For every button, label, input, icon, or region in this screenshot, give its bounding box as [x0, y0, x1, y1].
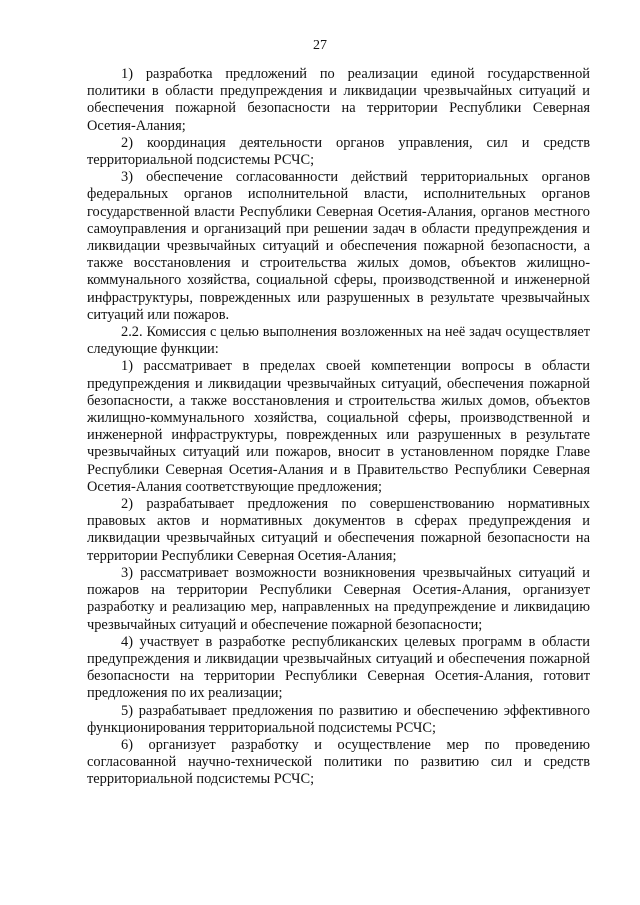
document-body: [87, 66, 590, 789]
paragraph-section-2-2: 2.2. Комиссия с целью выполнения возложенных на неё задач осуществляет следующие функции:: [87, 324, 590, 358]
paragraph-function-1: 1) рассматривает в пределах своей компетенции вопросы в области предупреждения и ликвидации чрезвычайных ситуаций, обеспечения пожарной безопасности, а также восстановления и строительства жилых домов, объектов жилищно-коммунального хозяйства, социальной сферы, производственной и инженерной инфраструктуры, поврежденных или разрушенных в результате чрезвычайных ситуаций или пожаров, вносит в установленном порядке Главе Республики Северная Осетия-Алания и в Правительство Республики Северная Осетия-Алания соответствующие предложения;: [87, 358, 590, 495]
page-number: 27: [313, 38, 327, 53]
paragraph-function-2: 2) разрабатывает предложения по совершенствованию нормативных правовых актов и нормативных документов в сферах предупреждения и ликвидации чрезвычайных ситуаций и обеспечения пожарной безопасности на территории Республики Северная Осетия-Алания;: [87, 496, 590, 564]
paragraph-task-2: 2) координация деятельности органов управления, сил и средств территориальной подсистемы РСЧС;: [87, 134, 590, 169]
paragraph-task-1: 1) разработка предложений по реализации единой государственной политики в области предупреждения и ликвидации чрезвычайных ситуаций и обеспечения пожарной безопасности на территории Республики Северная Осетия-Алания;: [87, 66, 590, 134]
paragraph-function-3: 3) рассматривает возможности возникновения чрезвычайных ситуаций и пожаров на территории Республики Северная Осетия-Алания, организует разработку и реализацию мер, направленных на предупреждение и ликвидацию чрезвычайных ситуаций и обеспечение пожарной безопасности;: [87, 564, 590, 633]
paragraph-function-6: 6) организует разработку и осуществление мер по проведению согласованной научно-технической политики по развитию сил и средств территориальной подсистемы РСЧС;: [87, 736, 590, 788]
paragraph-task-3: 3) обеспечение согласованности действий территориальных органов федеральных органов исполнительной власти, исполнительных органов государственной власти Республики Северная Осетия-Алания, органов местного самоуправления и организаций при решении задач в области предупреждения и ликвидации чрезвычайных ситуаций и обеспечения пожарной безопасности, а также восстановления и строительства жилых домов, объектов жилищно-коммунального хозяйства, социальной сферы, производственной и инженерной инфраструктуры, поврежденных или разрушенных в результате чрезвычайных ситуаций или пожаров.: [87, 169, 590, 323]
paragraph-function-4: 4) участвует в разработке республиканских целевых программ в области предупреждения и ликвидации чрезвычайных ситуаций и обеспечения пожарной безопасности на территории Республики Северная Осетия-Алания, готовит предложения по их реализации;: [87, 633, 590, 702]
paragraph-function-5: 5) разрабатывает предложения по развитию и обеспечению эффективного функционирования территориальной подсистемы РСЧС;: [87, 702, 590, 736]
